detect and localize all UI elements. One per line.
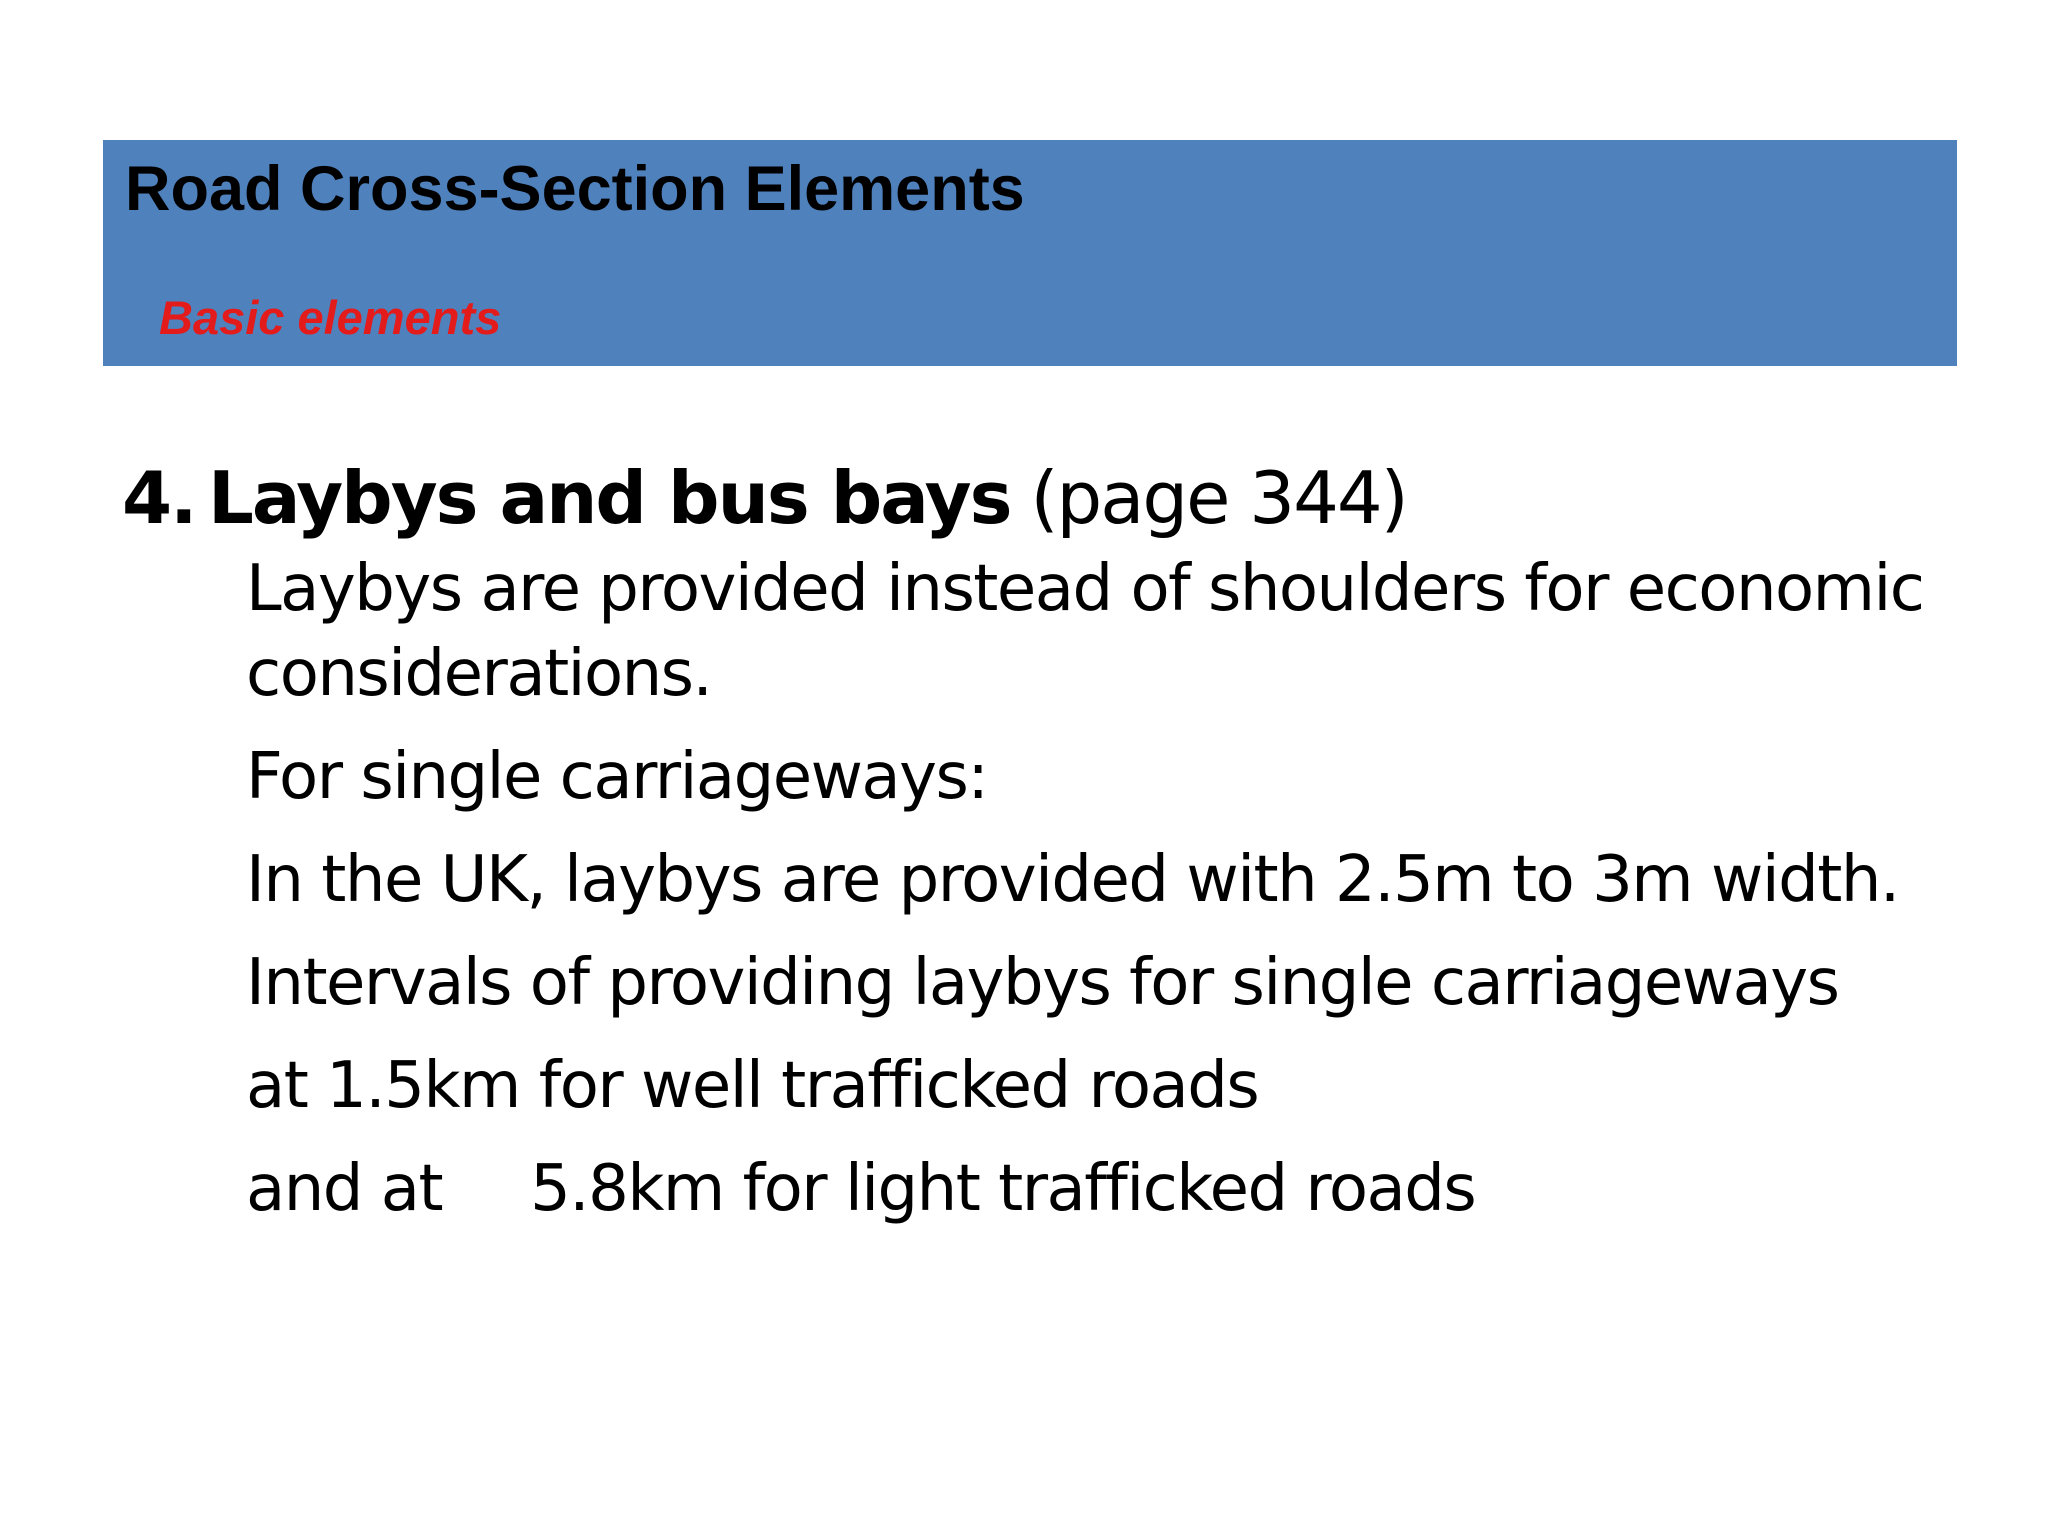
paragraph-uk-width: In the UK, laybys are provided with 2.5m to 3m width. <box>246 843 1899 918</box>
body-text <box>246 547 1952 1233</box>
last-line-part1: and at <box>246 1152 443 1227</box>
paragraph-light-trafficked <box>246 1147 1952 1232</box>
paragraph-well-trafficked: at 1.5km for well trafficked roads <box>246 1049 1259 1124</box>
slide-content <box>122 455 1952 1251</box>
paragraph-single-carriageways: For single carriageways: <box>246 740 988 815</box>
paragraph-laybys-shoulders: Laybys are provided instead of shoulders for economic considerations. <box>246 551 1924 711</box>
section-heading <box>122 455 1952 543</box>
last-line-part2: 5.8km for light trafficked roads <box>530 1152 1476 1227</box>
header-band <box>103 140 1957 366</box>
section-page-reference: (page 344) <box>1030 456 1407 540</box>
section-number: 4. <box>122 456 196 540</box>
slide-subtitle: Basic elements <box>159 291 502 344</box>
paragraph-intervals: Intervals of providing laybys for single carriageways <box>246 946 1839 1021</box>
section-title: Laybys and bus bays <box>208 456 1011 540</box>
slide-title: Road Cross-Section Elements <box>125 154 1025 224</box>
